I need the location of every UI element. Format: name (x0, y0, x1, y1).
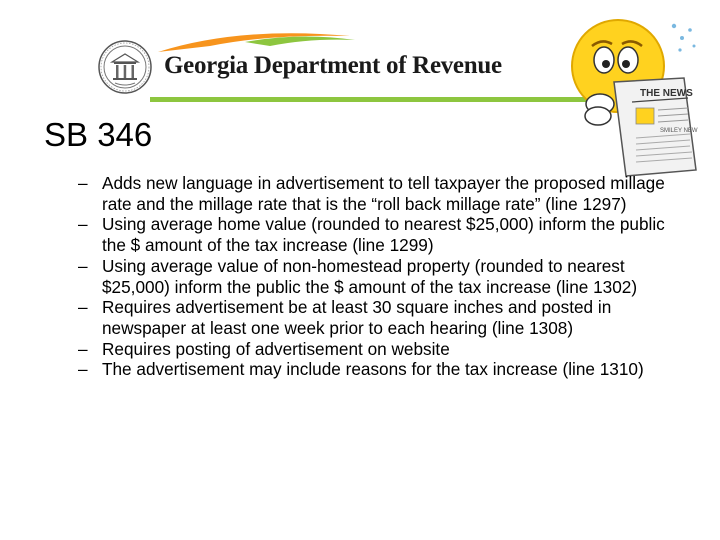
bullet-item (78, 297, 688, 338)
organization-title: Georgia Department of Revenue (164, 52, 502, 79)
bullet-dash: – (78, 297, 88, 318)
bullet-text: Requires advertisement be at least 30 square inches and posted in newspaper at least one week prior to each hearing (line 1308) (102, 297, 612, 338)
bullet-dash: – (78, 359, 88, 380)
bullet-item (78, 173, 688, 214)
bullet-text: Using average value of non-homestead property (rounded to nearest $25,000) inform the public the $ amount of the tax increase (line 1302) (102, 255, 638, 297)
bullet-dash: – (78, 338, 88, 359)
bullet-list (78, 173, 688, 380)
bullet-item (78, 339, 688, 360)
header-divider (150, 97, 588, 102)
bullet-text: The advertisement may include reasons for the tax increase (line 1310) (102, 359, 644, 380)
bullet-item (78, 214, 688, 255)
bullet-dash: – (78, 255, 88, 276)
newspaper-subhead: SMILEY NEW (660, 128, 698, 134)
smiley-newspaper-icon (556, 4, 704, 180)
bullet-text: Using average home value (rounded to nearest $25,000) inform the public the $ amount of the tax increase (line 1299) (102, 214, 665, 256)
bullet-text: Adds new language in advertisement to tell taxpayer the proposed millage rate and the millage rate that is the “roll back millage rate” (line 1297) (102, 173, 665, 214)
bullet-dash: – (78, 214, 88, 235)
slide-title: SB 346 (44, 116, 153, 153)
bullet-text: Requires posting of advertisement on website (102, 338, 450, 359)
bullet-dash: – (78, 173, 88, 193)
newspaper-headline: THE NEWS (640, 88, 693, 99)
bullet-item (78, 256, 688, 297)
georgia-seal-icon (98, 40, 152, 94)
bullet-item (78, 359, 688, 380)
